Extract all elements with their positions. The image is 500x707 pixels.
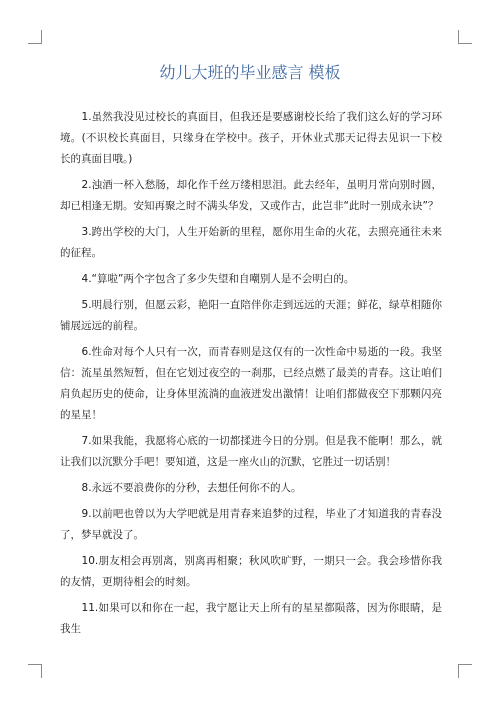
paragraph-4: 4.“算啦”两个字包含了多少失望和自嘲别人是不会明白的。 (81, 273, 355, 285)
paragraph-9: 9.以前吧也曾以为大学吧就是用青春来追梦的过程，毕业了才知道我的青春没了，梦早就没了。 (60, 508, 442, 541)
crop-mark-top-right-v (458, 30, 459, 44)
paragraph-3: 3.跨出学校的大门，人生开始新的里程，愿你用生命的火花，去照亮通往未来的征程。 (60, 226, 442, 259)
crop-mark-top-left-h (28, 43, 42, 44)
crop-mark-bottom-left-v (41, 664, 42, 678)
crop-mark-top-right-h (458, 43, 472, 44)
crop-mark-bottom-right-h (458, 664, 472, 665)
document-body (60, 107, 442, 645)
crop-mark-bottom-right-v (458, 664, 459, 678)
crop-mark-bottom-left-h (28, 664, 42, 665)
crop-mark-top-left-v (41, 30, 42, 44)
paragraph-11: 11.如果可以和你在一起，我宁愿让天上所有的星星都陨落，因为你眼睛，是我生 (60, 602, 442, 635)
paragraph-2: 2.浊酒一杯入愁肠，却化作千丝万缕相思泪。此去经年，虽明月常向别时圆，却已相逢无期。安知再聚之时不满头华发，又或作古，此岂非“此时一别成永诀”？ (60, 179, 442, 212)
paragraph-1: 1.虽然我没见过校长的真面目，但我还是要感谢校长给了我们这么好的学习环境。(不识校长真面目，只缘身在学校中。孩子，开休业式那天记得去见识一下校长的真面目哦。) (60, 111, 442, 165)
paragraph-7: 7.如果我能，我愿将心底的一切都揉进今日的分别。但是我不能啊！那么，就让我们以沉默分手吧！要知道，这是一座火山的沉默，它胜过一切话别！ (60, 435, 442, 468)
paragraph-8: 8.永远不要浪费你的分秒，去想任何你不的人。 (81, 482, 302, 494)
paragraph-10: 10.朋友相会再别离，别离再相聚；秋风吹旷野，一期只一会。我会珍惜你我的友情，更期待相会的时刻。 (60, 555, 442, 588)
document-title: 幼儿大班的毕业感言 模板 (159, 63, 341, 82)
paragraph-5: 5.明晨行别，但愿云彩，艳阳一直陪伴你走到远远的天涯；鲜花，绿草相随你铺展远远的前程。 (60, 299, 442, 332)
paragraph-6: 6.性命对每个人只有一次，而青春则是这仅有的一次性命中易逝的一段。我坚信：流星虽然短暂，但在它划过夜空的一刹那，已经点燃了最美的青春。这让咱们肩负起历史的使命，让身体里流淌的血液迸发出激情！让咱们都做夜空下那颗闪亮的星星！ (60, 346, 442, 421)
